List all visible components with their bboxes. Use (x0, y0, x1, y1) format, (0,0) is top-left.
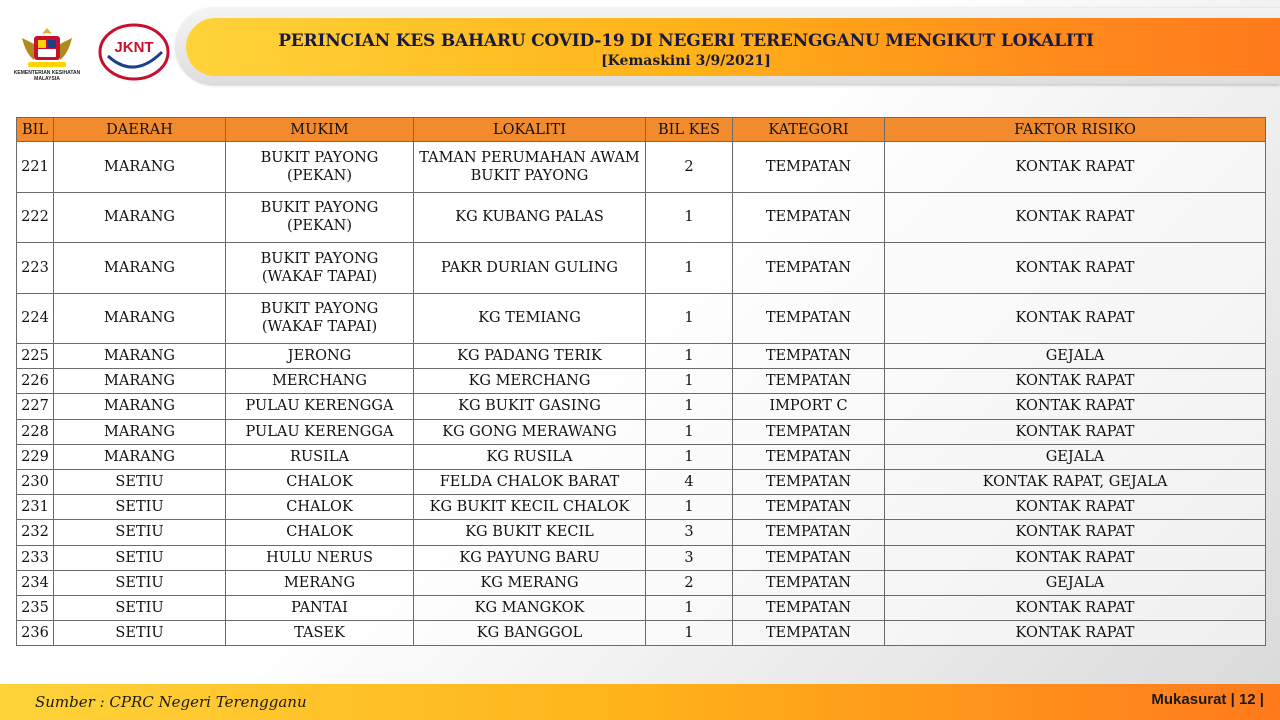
page-subtitle: [Kemaskini 3/9/2021] (601, 53, 771, 69)
cell-mukim-line: (WAKAF TAPAI) (261, 268, 378, 285)
cell-daerah: SETIU (54, 495, 226, 520)
cell-mukim (226, 344, 414, 369)
cell-mukim-line: BUKIT PAYONG (260, 250, 379, 267)
cell-bil-kes: 4 (646, 469, 733, 494)
cell-lokaliti-line: KG TEMIANG (478, 310, 581, 327)
cell-mukim (226, 520, 414, 545)
cell-lokaliti-line: PAKR DURIAN GULING (441, 259, 618, 276)
cell-daerah: SETIU (54, 545, 226, 570)
cell-lokaliti-line: BUKIT PAYONG (470, 167, 589, 184)
page-number: Mukasurat | 12 | (1151, 691, 1264, 708)
cell-bil: 222 (17, 192, 54, 243)
cell-lokaliti-line: KG MERANG (480, 574, 579, 591)
column-header-kategori: KATEGORI (733, 118, 885, 142)
cell-bil-kes: 1 (646, 369, 733, 394)
table-row (17, 570, 1266, 595)
cell-kategori: TEMPATAN (733, 520, 885, 545)
cell-faktor-risiko: KONTAK RAPAT (885, 243, 1266, 294)
cell-lokaliti (414, 243, 646, 294)
table-header-row (17, 118, 1266, 142)
cell-lokaliti (414, 469, 646, 494)
cell-mukim-line: (PEKAN) (286, 218, 353, 235)
cell-lokaliti-line: TAMAN PERUMAHAN AWAM (419, 149, 640, 166)
cell-lokaliti (414, 621, 646, 646)
cell-daerah: MARANG (54, 142, 226, 193)
cell-daerah: SETIU (54, 520, 226, 545)
cell-bil-kes: 1 (646, 243, 733, 294)
cell-daerah: SETIU (54, 595, 226, 620)
cell-mukim (226, 369, 414, 394)
cell-faktor-risiko: GEJALA (885, 444, 1266, 469)
table-row (17, 595, 1266, 620)
cell-kategori: TEMPATAN (733, 344, 885, 369)
kkm-logo-text: KEMENTERIAN KESIHATAN MALAYSIA (13, 70, 81, 82)
cell-bil: 221 (17, 142, 54, 193)
cell-faktor-risiko: KONTAK RAPAT (885, 495, 1266, 520)
cell-lokaliti (414, 192, 646, 243)
cell-mukim-line: BUKIT PAYONG (260, 200, 379, 217)
cell-bil: 228 (17, 419, 54, 444)
cell-mukim (226, 570, 414, 595)
cell-bil-kes: 1 (646, 394, 733, 419)
table-row (17, 344, 1266, 369)
cell-lokaliti-line: KG PAYUNG BARU (459, 549, 600, 566)
cell-mukim (226, 621, 414, 646)
cell-bil: 225 (17, 344, 54, 369)
table-row (17, 142, 1266, 193)
cell-kategori: TEMPATAN (733, 369, 885, 394)
cell-daerah: SETIU (54, 570, 226, 595)
table-row (17, 495, 1266, 520)
cell-faktor-risiko: KONTAK RAPAT (885, 192, 1266, 243)
table-row (17, 621, 1266, 646)
cell-mukim-line: PANTAI (291, 599, 348, 616)
cell-faktor-risiko: KONTAK RAPAT (885, 394, 1266, 419)
cell-bil: 234 (17, 570, 54, 595)
cell-lokaliti (414, 369, 646, 394)
cell-mukim (226, 243, 414, 294)
cell-lokaliti (414, 293, 646, 344)
cell-bil-kes: 3 (646, 520, 733, 545)
table-row (17, 192, 1266, 243)
cell-daerah: SETIU (54, 621, 226, 646)
cell-kategori: TEMPATAN (733, 469, 885, 494)
cell-mukim-line: MERCHANG (272, 373, 367, 390)
cell-daerah: MARANG (54, 444, 226, 469)
cell-daerah: MARANG (54, 419, 226, 444)
cell-daerah: MARANG (54, 369, 226, 394)
cell-bil: 232 (17, 520, 54, 545)
cell-lokaliti-line: KG PADANG TERIK (457, 348, 602, 365)
cell-mukim-line: PULAU KERENGGA (245, 423, 394, 440)
cell-kategori: TEMPATAN (733, 595, 885, 620)
column-header-mukim: MUKIM (226, 118, 414, 142)
cell-faktor-risiko: KONTAK RAPAT (885, 293, 1266, 344)
cell-mukim (226, 595, 414, 620)
table-row (17, 293, 1266, 344)
cell-faktor-risiko: GEJALA (885, 570, 1266, 595)
cell-faktor-risiko: KONTAK RAPAT (885, 595, 1266, 620)
cell-kategori: TEMPATAN (733, 570, 885, 595)
cell-mukim-line: MERANG (283, 574, 356, 591)
cell-faktor-risiko: KONTAK RAPAT (885, 142, 1266, 193)
cell-mukim-line: CHALOK (286, 524, 353, 541)
table-row (17, 469, 1266, 494)
cell-bil: 236 (17, 621, 54, 646)
cell-mukim-line: RUSILA (290, 448, 349, 465)
cell-mukim-line: TASEK (294, 625, 345, 642)
cell-lokaliti-line: KG GONG MERAWANG (442, 423, 617, 440)
table-row (17, 419, 1266, 444)
cell-mukim-line: CHALOK (286, 499, 353, 516)
cell-mukim (226, 419, 414, 444)
cell-faktor-risiko: KONTAK RAPAT (885, 419, 1266, 444)
table-row (17, 394, 1266, 419)
table-row (17, 243, 1266, 294)
cell-lokaliti (414, 545, 646, 570)
cell-mukim (226, 394, 414, 419)
cell-kategori: TEMPATAN (733, 243, 885, 294)
cell-bil-kes: 1 (646, 495, 733, 520)
column-header-bil: BIL (17, 118, 54, 142)
cell-mukim (226, 444, 414, 469)
cell-bil-kes: 3 (646, 545, 733, 570)
cell-mukim (226, 142, 414, 193)
cell-daerah: MARANG (54, 243, 226, 294)
cell-bil: 235 (17, 595, 54, 620)
cases-table (16, 117, 1266, 646)
cell-daerah: SETIU (54, 469, 226, 494)
cell-lokaliti-line: KG BUKIT GASING (458, 398, 601, 415)
cell-faktor-risiko: KONTAK RAPAT (885, 621, 1266, 646)
cell-bil-kes: 1 (646, 595, 733, 620)
cell-mukim-line: (WAKAF TAPAI) (261, 319, 378, 336)
cell-kategori: TEMPATAN (733, 419, 885, 444)
cell-bil-kes: 1 (646, 419, 733, 444)
column-header-faktor-risiko: FAKTOR RISIKO (885, 118, 1266, 142)
source-note: Sumber : CPRC Negeri Terengganu (35, 693, 307, 711)
cell-mukim-line: PULAU KERENGGA (245, 398, 394, 415)
cell-mukim-line: HULU NERUS (266, 549, 373, 566)
cell-mukim-line: CHALOK (286, 474, 353, 491)
cell-faktor-risiko: KONTAK RAPAT (885, 369, 1266, 394)
cell-kategori: TEMPATAN (733, 192, 885, 243)
cell-kategori: TEMPATAN (733, 545, 885, 570)
cell-kategori: TEMPATAN (733, 495, 885, 520)
cell-lokaliti (414, 419, 646, 444)
cell-lokaliti (414, 570, 646, 595)
table-row (17, 369, 1266, 394)
table-body (17, 142, 1266, 646)
column-header-lokaliti: LOKALITI (414, 118, 646, 142)
cell-lokaliti (414, 495, 646, 520)
cell-bil: 227 (17, 394, 54, 419)
cell-bil-kes: 1 (646, 344, 733, 369)
cell-lokaliti-line: KG BUKIT KECIL CHALOK (429, 499, 630, 516)
cell-bil-kes: 2 (646, 570, 733, 595)
cell-bil-kes: 2 (646, 142, 733, 193)
cell-lokaliti-line: FELDA CHALOK BARAT (439, 474, 620, 491)
cell-lokaliti (414, 444, 646, 469)
cell-mukim-line: JERONG (287, 348, 352, 365)
cell-mukim-line: (PEKAN) (286, 167, 353, 184)
logo-group (12, 18, 162, 84)
cell-lokaliti (414, 344, 646, 369)
column-header-daerah: DAERAH (54, 118, 226, 142)
cell-bil-kes: 1 (646, 444, 733, 469)
cell-faktor-risiko: KONTAK RAPAT (885, 520, 1266, 545)
cell-faktor-risiko: KONTAK RAPAT (885, 545, 1266, 570)
cell-bil: 223 (17, 243, 54, 294)
cell-daerah: MARANG (54, 192, 226, 243)
table-row (17, 444, 1266, 469)
cell-mukim (226, 469, 414, 494)
cell-faktor-risiko: KONTAK RAPAT, GEJALA (885, 469, 1266, 494)
cell-bil: 224 (17, 293, 54, 344)
cell-lokaliti (414, 520, 646, 545)
table-row (17, 520, 1266, 545)
cell-lokaliti-line: KG BANGGOL (476, 625, 583, 642)
cell-bil: 226 (17, 369, 54, 394)
cell-kategori: TEMPATAN (733, 621, 885, 646)
jknt-logo-label: JKNT (114, 39, 154, 56)
column-header-bil-kes: BIL KES (646, 118, 733, 142)
cell-kategori: TEMPATAN (733, 293, 885, 344)
cell-lokaliti (414, 394, 646, 419)
cell-lokaliti-line: KG KUBANG PALAS (455, 209, 604, 226)
cell-bil: 230 (17, 469, 54, 494)
cell-mukim (226, 545, 414, 570)
cell-lokaliti-line: KG BUKIT KECIL (465, 524, 594, 541)
cell-kategori: TEMPATAN (733, 444, 885, 469)
cell-mukim-line: BUKIT PAYONG (260, 149, 379, 166)
cell-lokaliti-line: KG RUSILA (486, 448, 573, 465)
cell-kategori: IMPORT C (733, 394, 885, 419)
cell-kategori: TEMPATAN (733, 142, 885, 193)
jknt-logo (96, 22, 172, 82)
cell-mukim-line: BUKIT PAYONG (260, 301, 379, 318)
cell-lokaliti-line: KG MERCHANG (468, 373, 591, 390)
cell-bil-kes: 1 (646, 192, 733, 243)
cell-daerah: MARANG (54, 394, 226, 419)
cell-faktor-risiko: GEJALA (885, 344, 1266, 369)
cell-bil: 229 (17, 444, 54, 469)
page-title: PERINCIAN KES BAHARU COVID-19 DI NEGERI TERENGGANU MENGIKUT LOKALITI (278, 31, 1094, 51)
cell-mukim (226, 192, 414, 243)
cell-lokaliti-line: KG MANGKOK (474, 599, 585, 616)
cell-mukim (226, 293, 414, 344)
cell-lokaliti (414, 142, 646, 193)
cell-daerah: MARANG (54, 293, 226, 344)
cell-mukim (226, 495, 414, 520)
cell-bil: 233 (17, 545, 54, 570)
table-row (17, 545, 1266, 570)
cell-lokaliti (414, 595, 646, 620)
cell-bil-kes: 1 (646, 293, 733, 344)
cell-bil-kes: 1 (646, 621, 733, 646)
cell-daerah: MARANG (54, 344, 226, 369)
cell-bil: 231 (17, 495, 54, 520)
